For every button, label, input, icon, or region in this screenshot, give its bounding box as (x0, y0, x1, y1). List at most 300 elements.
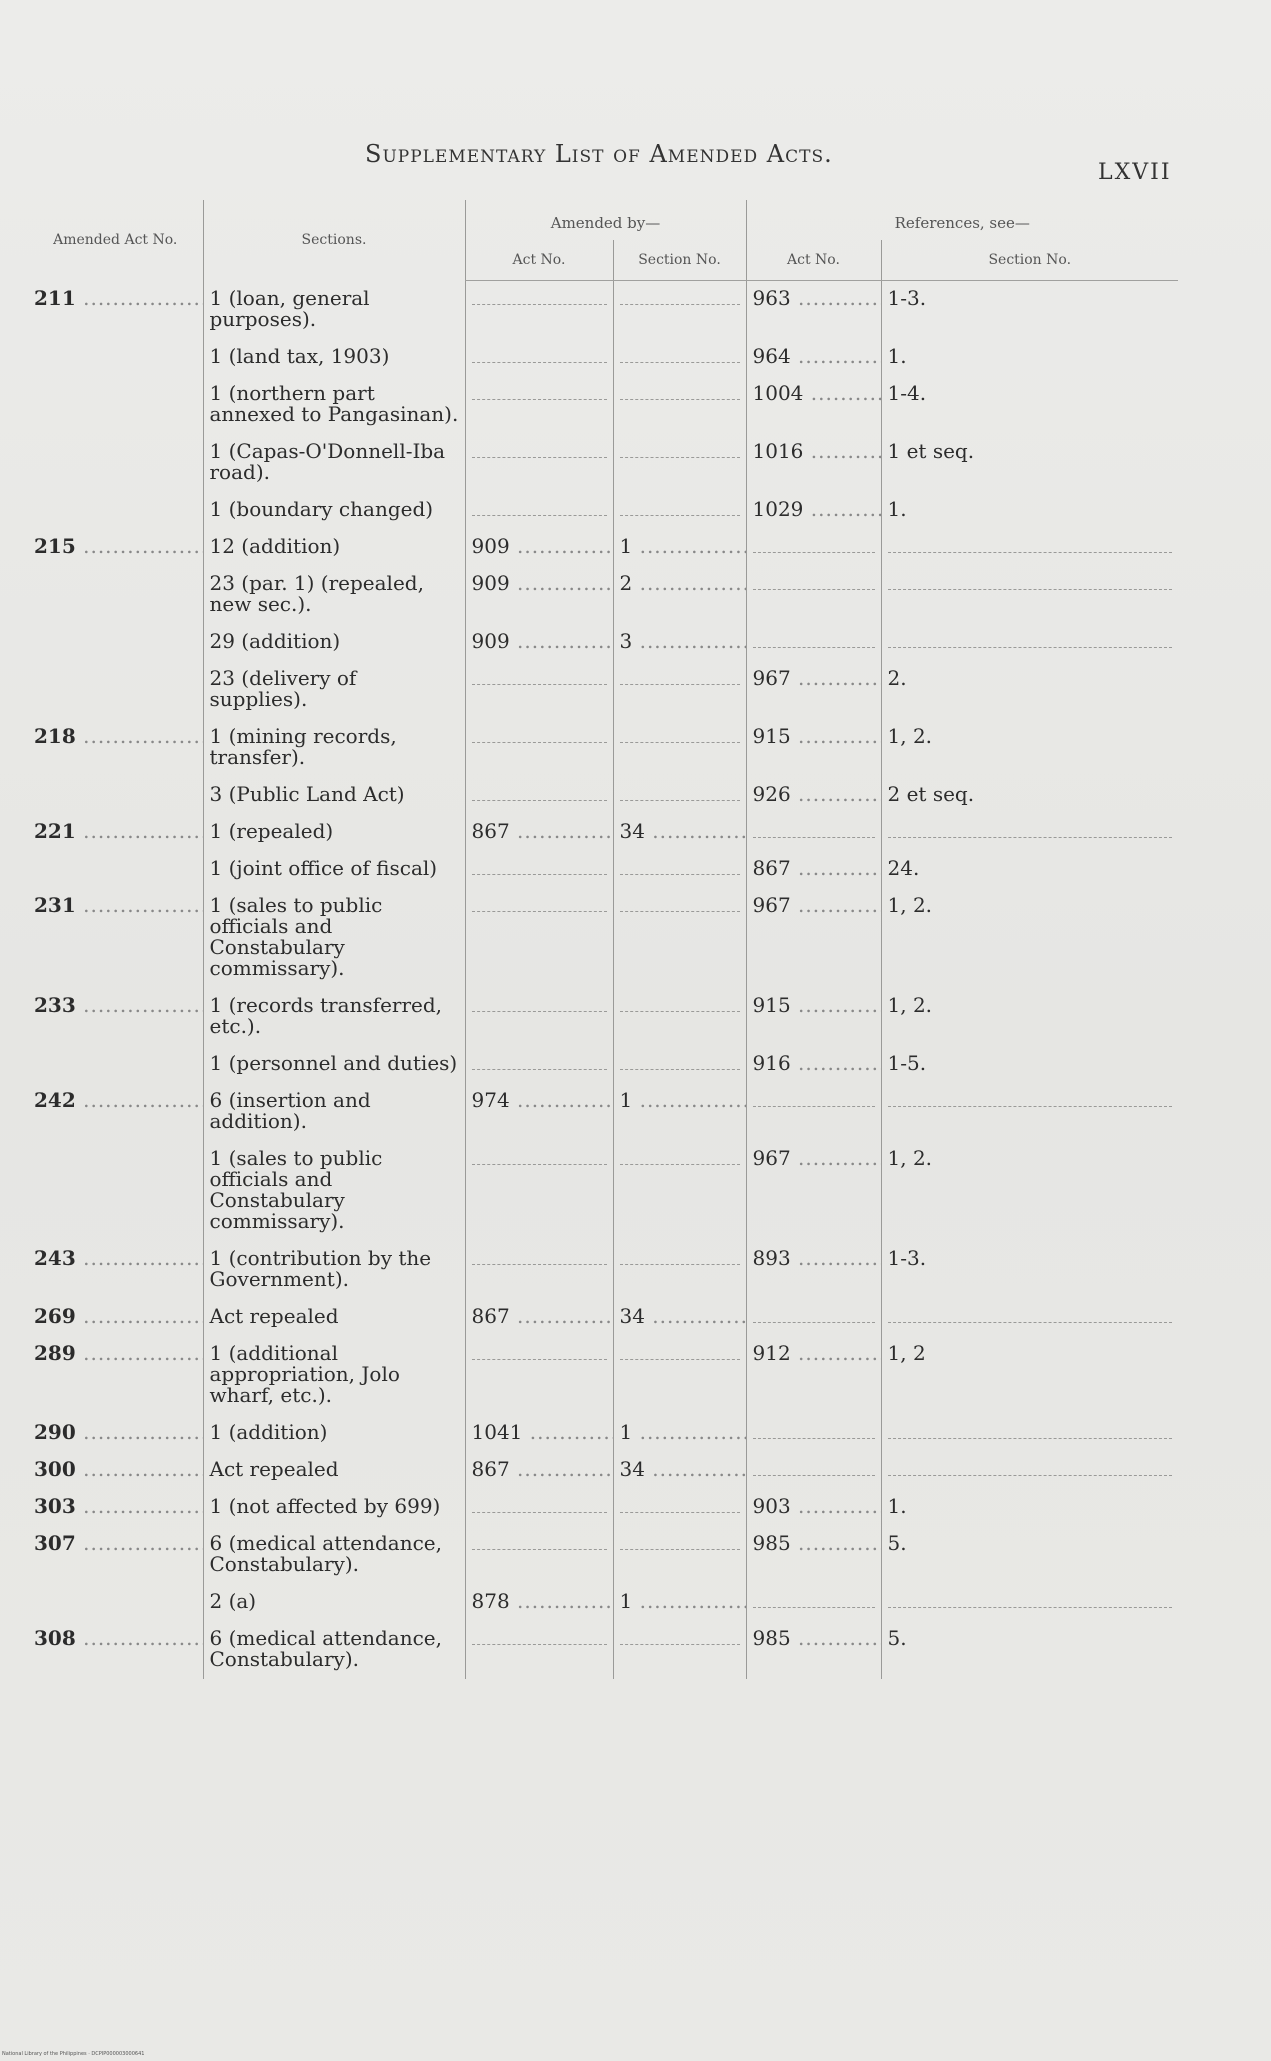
amended-by-section-cell-text: 34 ..... (620, 1304, 747, 1328)
blank-leader (888, 552, 1173, 554)
amended-act-no-cell (28, 851, 203, 888)
reference-section-cell (881, 492, 1178, 529)
amended-act-no-cell (28, 1452, 203, 1489)
amended-by-act-cell (465, 1621, 613, 1679)
blank-leader (472, 1069, 607, 1071)
reference-act-cell-text: 967 ..... (753, 893, 882, 917)
table-row (28, 1046, 1178, 1083)
amended-by-section-cell (613, 814, 746, 851)
reference-section-cell (881, 1452, 1178, 1489)
amended-by-section-cell (613, 376, 746, 434)
amended-by-act-cell (465, 376, 613, 434)
reference-section-cell-text: 1-3. (887, 286, 927, 310)
blank-leader (753, 1106, 875, 1108)
reference-section-cell-text: 1. (887, 496, 907, 521)
amended-act-no-cell-text: 221 ..... (34, 819, 203, 843)
amended-act-no-cell (28, 529, 203, 566)
amended-act-no-cell-text: 211 ..... (34, 286, 203, 310)
amended-act-no-cell-text: 231 ..... (34, 893, 203, 917)
blank-leader (620, 304, 740, 306)
amended-by-act-cell (465, 1584, 613, 1621)
reference-act-cell (746, 1083, 881, 1141)
amended-by-section-cell (613, 888, 746, 988)
table-row (28, 1584, 1178, 1621)
amended-by-section-cell (613, 851, 746, 888)
section-cell-text: 23 (delivery of supplies). (209, 665, 357, 711)
header-sections: Sections. (203, 200, 465, 281)
table-row (28, 661, 1178, 719)
blank-leader (888, 647, 1173, 649)
amended-by-act-cell (465, 529, 613, 566)
blank-leader (620, 1264, 740, 1266)
amended-act-no-cell (28, 339, 203, 376)
blank-leader (753, 1475, 875, 1477)
reference-section-cell (881, 988, 1178, 1046)
amended-by-act-cell (465, 1046, 613, 1083)
section-cell (203, 434, 465, 492)
section-cell-text: 2 (a) (209, 1588, 257, 1613)
table-row (28, 1452, 1178, 1489)
reference-act-cell (746, 1046, 881, 1083)
amended-by-section-cell (613, 1621, 746, 1679)
reference-section-cell-text: 24. (887, 855, 920, 880)
amended-by-section-cell (613, 1584, 746, 1621)
amended-by-section-cell (613, 434, 746, 492)
amended-act-no-cell (28, 814, 203, 851)
section-cell-text: 1 (sales to public officials and Constabulary commissary). (209, 1145, 383, 1233)
reference-act-cell (746, 1336, 881, 1415)
table-body (28, 281, 1178, 1679)
amended-by-section-cell (613, 566, 746, 624)
amended-act-no-cell-text: 218 ..... (34, 724, 203, 748)
section-cell-text: 6 (insertion and addition). (209, 1087, 371, 1133)
table-row (28, 529, 1178, 566)
reference-act-cell (746, 1526, 881, 1584)
blank-leader (753, 1438, 875, 1440)
amended-acts-table (28, 200, 1178, 1679)
amended-act-no-cell (28, 661, 203, 719)
reference-act-cell (746, 434, 881, 492)
section-cell-text: 1 (loan, general purposes). (209, 285, 370, 331)
amended-act-no-cell (28, 777, 203, 814)
amended-act-no-cell (28, 624, 203, 661)
blank-leader (620, 515, 740, 517)
reference-act-cell (746, 566, 881, 624)
section-cell (203, 281, 465, 339)
section-cell-text: 23 (par. 1) (repealed, new sec.). (209, 570, 424, 616)
section-cell (203, 624, 465, 661)
section-cell (203, 1299, 465, 1336)
table-row (28, 1415, 1178, 1452)
reference-act-cell (746, 1584, 881, 1621)
reference-section-cell-text: 5. (887, 1530, 907, 1555)
table-row (28, 888, 1178, 988)
amended-by-section-cell-text: 1 ..... (620, 1420, 747, 1444)
amended-by-act-cell (465, 1489, 613, 1526)
amended-by-act-cell-text: 1041 ..... (472, 1420, 614, 1444)
section-cell-text: 1 (not affected by 699) (209, 1493, 441, 1518)
amended-by-section-cell (613, 661, 746, 719)
reference-section-cell (881, 1299, 1178, 1336)
blank-leader (472, 684, 607, 686)
running-title: Supplementary List of Amended Acts. (365, 140, 833, 168)
section-cell (203, 661, 465, 719)
amended-by-section-cell (613, 1083, 746, 1141)
reference-act-cell (746, 1452, 881, 1489)
amended-by-section-cell-text: 1 ..... (620, 1589, 747, 1613)
reference-section-cell (881, 814, 1178, 851)
amended-act-no-cell (28, 1489, 203, 1526)
amended-by-section-cell (613, 1046, 746, 1083)
amended-act-no-cell (28, 492, 203, 529)
reference-act-cell-text: 916 ..... (753, 1051, 882, 1075)
amended-act-no-cell (28, 1584, 203, 1621)
reference-act-cell (746, 814, 881, 851)
amended-act-no-cell-text: 243 ..... (34, 1246, 203, 1270)
reference-section-cell-text: 1-3. (887, 1245, 927, 1270)
table-row (28, 814, 1178, 851)
amended-act-no-cell (28, 1083, 203, 1141)
table-row (28, 566, 1178, 624)
header-references-section-no: Section No. (881, 240, 1178, 281)
section-cell-text: 1 (repealed) (209, 818, 334, 843)
blank-leader (620, 1512, 740, 1514)
amended-by-act-cell (465, 281, 613, 339)
section-cell (203, 1141, 465, 1241)
blank-leader (620, 457, 740, 459)
blank-leader (472, 304, 607, 306)
section-cell (203, 1415, 465, 1452)
amended-by-act-cell (465, 814, 613, 851)
table-row (28, 492, 1178, 529)
header-amended-by-section-no: Section No. (613, 240, 746, 281)
reference-act-cell (746, 719, 881, 777)
table-row (28, 624, 1178, 661)
section-cell-text: 1 (records transferred, etc.). (209, 992, 443, 1038)
amended-by-act-cell (465, 777, 613, 814)
reference-section-cell-text: 1. (887, 1493, 907, 1518)
amended-by-act-cell-text: 909 ..... (472, 534, 614, 558)
section-cell (203, 1621, 465, 1679)
section-cell (203, 376, 465, 434)
table-row (28, 1489, 1178, 1526)
section-cell-text: 1 (sales to public officials and Constabulary commissary). (209, 892, 383, 980)
section-cell-text: 1 (northern part annexed to Pangasinan). (209, 380, 459, 426)
amended-by-section-cell (613, 1141, 746, 1241)
amended-act-no-cell (28, 988, 203, 1046)
section-cell-text: 1 (additional appropriation, Jolo wharf, etc.). (209, 1340, 400, 1407)
table-row (28, 1526, 1178, 1584)
reference-act-cell (746, 492, 881, 529)
amended-act-no-cell (28, 434, 203, 492)
reference-act-cell-text: 903 ..... (753, 1494, 882, 1518)
section-cell-text: 1 (personnel and duties) (209, 1050, 458, 1075)
reference-section-cell (881, 1241, 1178, 1299)
blank-leader (620, 874, 740, 876)
blank-leader (472, 1549, 607, 1551)
section-cell (203, 988, 465, 1046)
amended-by-act-cell-text: 867 ..... (472, 1457, 614, 1481)
table-row (28, 1141, 1178, 1241)
amended-by-section-cell (613, 1241, 746, 1299)
blank-leader (888, 1438, 1173, 1440)
amended-by-section-cell (613, 1299, 746, 1336)
blank-leader (620, 911, 740, 913)
amended-by-act-cell (465, 492, 613, 529)
reference-section-cell (881, 281, 1178, 339)
amended-act-no-cell-text: 289 ..... (34, 1341, 203, 1365)
reference-act-cell (746, 1141, 881, 1241)
amended-by-act-cell-text: 878 ..... (472, 1589, 614, 1613)
amended-by-section-cell (613, 1526, 746, 1584)
blank-leader (472, 1644, 607, 1646)
section-cell (203, 888, 465, 988)
blank-leader (620, 1011, 740, 1013)
blank-leader (620, 800, 740, 802)
amended-act-no-cell (28, 888, 203, 988)
amended-by-section-cell-text: 34 ..... (620, 819, 747, 843)
blank-leader (620, 399, 740, 401)
reference-act-cell-text: 967 ..... (753, 666, 882, 690)
table-row (28, 376, 1178, 434)
section-cell (203, 339, 465, 376)
blank-leader (753, 1322, 875, 1324)
blank-leader (753, 837, 875, 839)
amended-by-act-cell-text: 867 ..... (472, 1304, 614, 1328)
section-cell-text: 1 (addition) (209, 1419, 328, 1444)
blank-leader (472, 515, 607, 517)
amended-by-act-cell (465, 1336, 613, 1415)
section-cell (203, 566, 465, 624)
table-row (28, 1083, 1178, 1141)
amended-act-no-cell-text: 308 ..... (34, 1626, 203, 1650)
reference-act-cell (746, 1299, 881, 1336)
blank-leader (753, 552, 875, 554)
amended-act-no-cell (28, 566, 203, 624)
amended-by-section-cell (613, 1415, 746, 1452)
amended-act-no-cell-text: 307 ..... (34, 1531, 203, 1555)
header-references: References, see— (746, 200, 1178, 240)
blank-leader (620, 684, 740, 686)
reference-section-cell (881, 434, 1178, 492)
section-cell-text: 3 (Public Land Act) (209, 781, 405, 806)
blank-leader (620, 1069, 740, 1071)
header-references-act-no: Act No. (746, 240, 881, 281)
reference-section-cell (881, 1621, 1178, 1679)
amended-by-act-cell-text: 867 ..... (472, 819, 614, 843)
reference-section-cell-text: 1. (887, 343, 907, 368)
amended-by-section-cell (613, 1489, 746, 1526)
amended-by-section-cell-text: 3 ..... (620, 629, 747, 653)
table-row (28, 1336, 1178, 1415)
reference-act-cell-text: 1004 ..... (753, 381, 882, 405)
amended-by-act-cell (465, 661, 613, 719)
section-cell (203, 1046, 465, 1083)
reference-act-cell (746, 339, 881, 376)
amended-by-section-cell (613, 624, 746, 661)
reference-section-cell (881, 661, 1178, 719)
amended-by-act-cell (465, 339, 613, 376)
reference-section-cell (881, 376, 1178, 434)
amended-by-section-cell (613, 1336, 746, 1415)
reference-act-cell-text: 967 ..... (753, 1146, 882, 1170)
blank-leader (472, 742, 607, 744)
reference-act-cell-text: 926 ..... (753, 782, 882, 806)
reference-section-cell (881, 624, 1178, 661)
reference-section-cell-text: 1, 2. (887, 723, 933, 748)
reference-act-cell (746, 624, 881, 661)
blank-leader (472, 399, 607, 401)
amended-act-no-cell-text: 290 ..... (34, 1420, 203, 1444)
reference-act-cell (746, 1621, 881, 1679)
amended-by-act-cell (465, 624, 613, 661)
reference-section-cell (881, 1489, 1178, 1526)
reference-act-cell (746, 777, 881, 814)
amended-by-act-cell (465, 1141, 613, 1241)
amended-act-no-cell (28, 1299, 203, 1336)
table-row (28, 1241, 1178, 1299)
amended-by-section-cell (613, 777, 746, 814)
reference-act-cell-text: 985 ..... (753, 1531, 882, 1555)
section-cell (203, 1526, 465, 1584)
reference-section-cell (881, 529, 1178, 566)
reference-section-cell (881, 339, 1178, 376)
table-row (28, 988, 1178, 1046)
blank-leader (888, 1322, 1173, 1324)
header-amended-by-act-no: Act No. (465, 240, 613, 281)
amended-act-no-cell (28, 1526, 203, 1584)
blank-leader (888, 1475, 1173, 1477)
blank-leader (472, 874, 607, 876)
amended-by-act-cell (465, 434, 613, 492)
reference-section-cell-text: 1, 2. (887, 892, 933, 917)
amended-act-no-cell (28, 1336, 203, 1415)
reference-act-cell (746, 1415, 881, 1452)
blank-leader (472, 1264, 607, 1266)
section-cell-text: 6 (medical attendance, Constabulary). (209, 1625, 442, 1671)
amended-act-no-cell-text: 242 ..... (34, 1088, 203, 1112)
blank-leader (472, 362, 607, 364)
amended-act-no-cell-text: 233 ..... (34, 993, 203, 1017)
blank-leader (753, 1607, 875, 1609)
reference-act-cell (746, 1489, 881, 1526)
section-cell (203, 1489, 465, 1526)
amended-by-act-cell-text: 909 ..... (472, 571, 614, 595)
section-cell-text: 12 (addition) (209, 533, 341, 558)
reference-act-cell (746, 529, 881, 566)
blank-leader (620, 1164, 740, 1166)
reference-act-cell (746, 988, 881, 1046)
section-cell-text: Act repealed (209, 1303, 339, 1328)
amended-by-section-cell-text: 1 ..... (620, 534, 747, 558)
reference-section-cell-text: 1-4. (887, 380, 927, 405)
section-cell-text: 1 (mining records, transfer). (209, 723, 397, 769)
amended-by-section-cell-text: 1 ..... (620, 1088, 747, 1112)
table-row (28, 1621, 1178, 1679)
reference-act-cell-text: 867 ..... (753, 856, 882, 880)
section-cell (203, 814, 465, 851)
section-cell (203, 1336, 465, 1415)
amended-by-act-cell (465, 988, 613, 1046)
reference-act-cell-text: 1029 ..... (753, 497, 882, 521)
amended-by-section-cell-text: 34 ..... (620, 1457, 747, 1481)
amended-act-no-cell-text: 215 ..... (34, 534, 203, 558)
section-cell-text: 1 (boundary changed) (209, 496, 434, 521)
blank-leader (888, 1607, 1173, 1609)
amended-by-section-cell (613, 529, 746, 566)
amended-by-section-cell (613, 339, 746, 376)
amended-by-act-cell (465, 1083, 613, 1141)
blank-leader (620, 362, 740, 364)
amended-act-no-cell-text: 303 ..... (34, 1494, 203, 1518)
blank-leader (753, 589, 875, 591)
blank-leader (888, 589, 1173, 591)
amended-act-no-cell-text: 269 ..... (34, 1304, 203, 1328)
reference-section-cell (881, 777, 1178, 814)
reference-act-cell-text: 915 ..... (753, 724, 882, 748)
reference-section-cell (881, 1141, 1178, 1241)
reference-act-cell (746, 851, 881, 888)
reference-act-cell-text: 893 ..... (753, 1246, 882, 1270)
reference-section-cell (881, 1526, 1178, 1584)
blank-leader (472, 457, 607, 459)
amended-by-act-cell (465, 1415, 613, 1452)
reference-act-cell (746, 281, 881, 339)
reference-section-cell (881, 1083, 1178, 1141)
reference-act-cell-text: 912 ..... (753, 1341, 882, 1365)
amended-by-section-cell (613, 492, 746, 529)
amended-by-act-cell (465, 566, 613, 624)
amended-act-no-cell (28, 719, 203, 777)
blank-leader (472, 1164, 607, 1166)
table-row (28, 434, 1178, 492)
page-folio: LXVII (1098, 160, 1172, 185)
reference-section-cell-text: 2 et seq. (887, 781, 975, 806)
blank-leader (472, 911, 607, 913)
section-cell-text: 6 (medical attendance, Constabulary). (209, 1530, 442, 1576)
reference-section-cell (881, 719, 1178, 777)
blank-leader (472, 1359, 607, 1361)
reference-section-cell (881, 888, 1178, 988)
scan-source-line: National Library of the Philippines · DCPIP000003000641 (2, 2051, 145, 2057)
reference-section-cell (881, 1046, 1178, 1083)
table-row (28, 719, 1178, 777)
amended-by-act-cell-text: 909 ..... (472, 629, 614, 653)
amended-act-no-cell (28, 1621, 203, 1679)
table-row (28, 1299, 1178, 1336)
section-cell (203, 1584, 465, 1621)
amended-by-act-cell (465, 719, 613, 777)
table-row (28, 777, 1178, 814)
reference-section-cell-text: 1, 2. (887, 1145, 933, 1170)
reference-act-cell-text: 964 ..... (753, 344, 882, 368)
blank-leader (620, 1549, 740, 1551)
section-cell (203, 851, 465, 888)
blank-leader (472, 1011, 607, 1013)
blank-leader (888, 837, 1173, 839)
header-amended-by: Amended by— (465, 200, 746, 240)
blank-leader (620, 1359, 740, 1361)
table-row (28, 851, 1178, 888)
reference-section-cell (881, 851, 1178, 888)
amended-by-section-cell (613, 719, 746, 777)
section-cell (203, 492, 465, 529)
table-row (28, 281, 1178, 339)
reference-act-cell (746, 888, 881, 988)
section-cell (203, 719, 465, 777)
reference-section-cell-text: 5. (887, 1625, 907, 1650)
amended-by-act-cell (465, 1526, 613, 1584)
